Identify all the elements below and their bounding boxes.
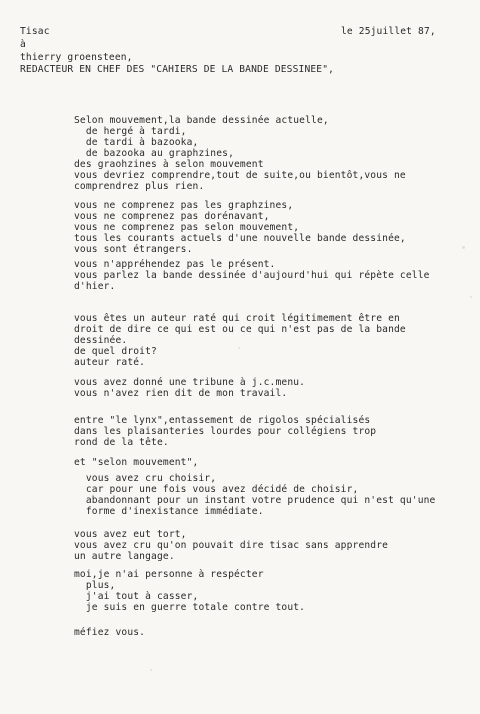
body-line: car pour une fois vous avez décidé de choisir, [74,484,359,495]
body-line: d'hier. [74,281,116,292]
body-line: vous devriez comprendre,tout de suite,ou bientôt,vous ne [74,170,406,181]
body-line: tous les courants actuels d'une nouvelle bande dessinée, [74,233,406,244]
body-line: vous parlez la bande dessinée d'aujourd'hui qui répète celle [74,270,430,281]
body-line: je suis en guerre totale contre tout. [74,602,306,613]
body-line: vous êtes un auteur raté qui croit légitimement être en [74,313,400,324]
body-line: abandonnant pour un instant votre prudence qui n'est qu'une [74,495,436,506]
body-line: et "selon mouvement", [74,457,199,468]
body-line: vous avez cru qu'on pouvait dire tisac sans apprendre [74,540,389,551]
body-line: moi,je n'ai personne à respécter [74,569,264,580]
body-line: comprendrez plus rien. [74,181,205,192]
body-line: vous n'appréhendez pas le présent. [74,259,276,270]
paper-mark [150,669,152,671]
body-line: forme d'inexistance immédiate. [74,506,264,517]
body-line: de hergé à tardi, [74,126,187,137]
body-line: vous sont étrangers. [74,244,193,255]
body-line: vous n'avez rien dit de mon travail. [74,388,288,399]
body-line: un autre langage. [74,551,175,562]
sender-name: Tisac [20,26,50,37]
body-line: de bazooka au graphzines, [74,148,234,159]
body-line: entre "le lynx",entassement de rigolos spécialisés [74,415,371,426]
recipient-title: REDACTEUR EN CHEF DES "CAHIERS DE LA BANDE DESSINEE", [20,64,335,75]
body-line: vous ne comprenez pas dorénavant, [74,211,270,222]
body-line: vous ne comprenez pas les graphzines, [74,200,294,211]
body-line: vous avez donné une tribune à j.c.menu. [74,377,306,388]
paper-mark [238,347,240,349]
body-line: j'ai tout à casser, [74,591,199,602]
body-line: auteur raté. [74,357,146,368]
body-line: dessinée. [74,335,128,346]
to-prefix: à [20,39,26,50]
body-line: plus, [74,580,116,591]
body-line: vous avez eut tort, [74,529,187,540]
body-line: dans les plaisanteries lourdes pour collégiens trop [74,426,377,437]
body-line: vous ne comprenez pas selon mouvement, [74,222,300,233]
body-line: rond de la tête. [74,437,169,448]
body-line: méfiez vous. [74,627,146,638]
letter-date: le 25juillet 87, [341,26,436,37]
body-line: vous avez cru choisir, [74,473,217,484]
body-line: de quel droit? [74,346,157,357]
recipient-name: thierry groensteen, [20,52,133,63]
body-line: droit de dire ce qui est ou ce qui n'est pas de la bande [74,324,406,335]
paper-mark [462,246,465,249]
body-line: des graohzines à selon mouvement [74,159,264,170]
body-line: Selon mouvement,la bande dessinée actuelle, [74,115,329,126]
paper-mark [470,296,472,298]
body-line: de tardi à bazooka, [74,137,199,148]
